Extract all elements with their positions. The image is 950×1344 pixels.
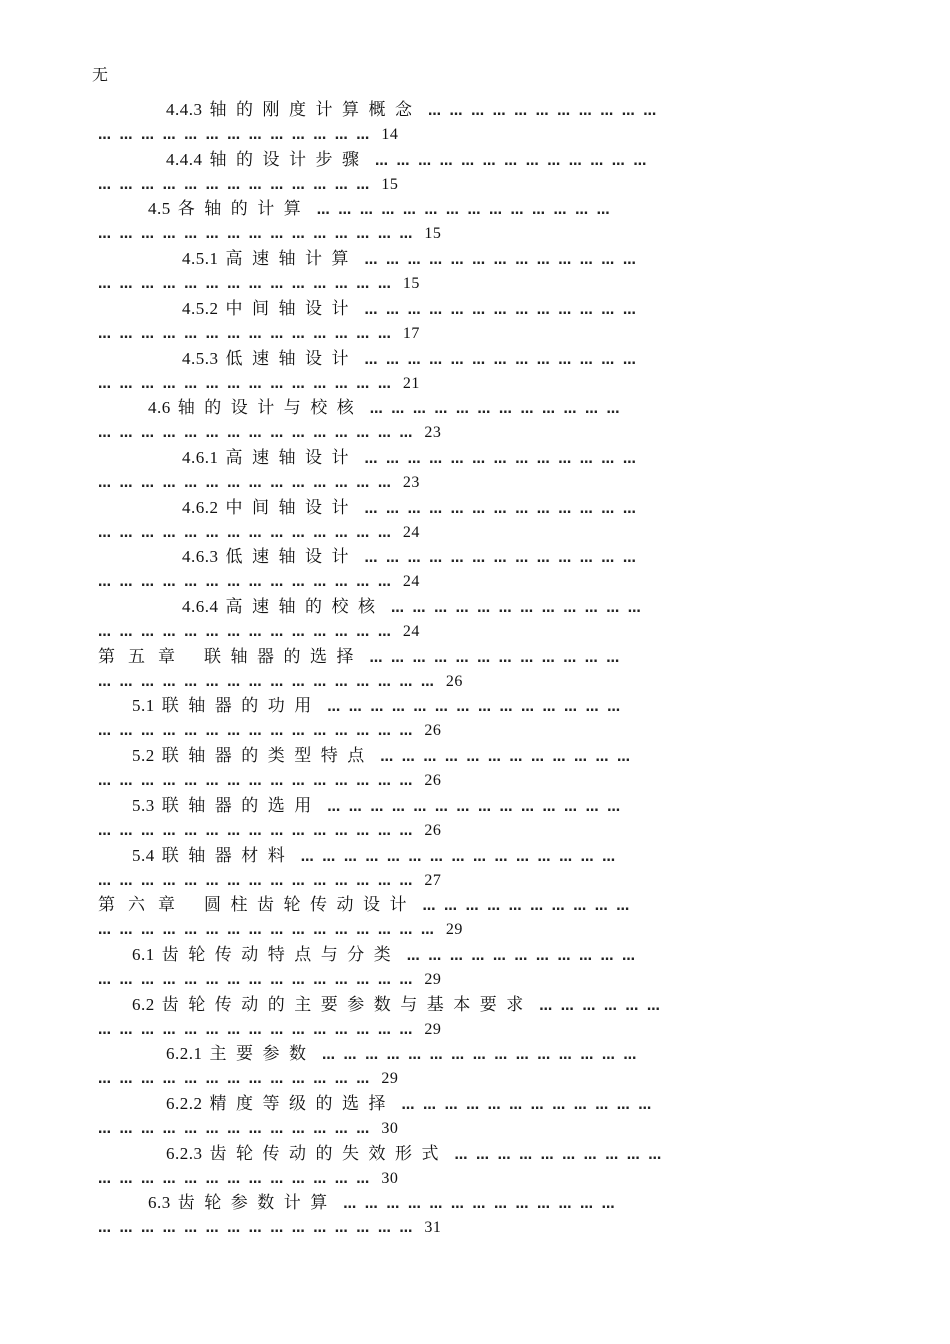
page-header: 无 — [92, 67, 109, 84]
toc-entry[interactable] — [98, 347, 838, 397]
toc-entry[interactable] — [98, 645, 838, 695]
toc-entry-line — [98, 496, 838, 520]
toc-entry-continuation — [98, 1166, 838, 1190]
toc-entry-title: 高速轴的校核 — [225, 597, 385, 616]
toc-entry-number: 4.5.2 — [182, 299, 219, 318]
toc-entry-title: 低速轴设计 — [225, 349, 358, 368]
toc-entry[interactable] — [98, 148, 838, 198]
toc-entry-title: 联轴器的选择 — [204, 647, 363, 666]
toc-page-number: 24 — [402, 524, 420, 541]
toc-leader-dots: … … … … … … … … … … … … … … … — [98, 1221, 415, 1236]
toc-entry-number: 4.5 — [148, 199, 171, 218]
toc-page-number: 26 — [424, 772, 442, 789]
toc-leader-dots: … … … … … … … … … … … … … … … … — [98, 923, 436, 938]
toc-entry[interactable] — [98, 1191, 838, 1241]
toc-leader-dots: … … … … … … … … … … … … … — [98, 1172, 372, 1187]
toc-page-number: 27 — [424, 872, 442, 889]
toc-leader-dots: … … … … … … … … … … … … … — [358, 253, 638, 268]
toc-entry-line — [98, 844, 838, 868]
toc-leader-dots: … … … … … … — [532, 999, 662, 1014]
toc-leader-dots: … … … … … … … … … … … … — [373, 750, 633, 765]
toc-entry-number: 4.6.4 — [182, 597, 219, 616]
toc-page-number: 31 — [424, 1219, 442, 1236]
toc-page-number: 30 — [381, 1120, 399, 1137]
toc-leader-dots: … … … … … … … … … … … … … … — [98, 526, 393, 541]
toc-leader-dots: … … … … … … … … … … … … … — [98, 178, 372, 193]
toc-entry-line — [98, 1092, 838, 1116]
toc-entry-number: 5.2 — [132, 746, 155, 765]
toc-entry-line — [98, 446, 838, 470]
toc-leader-dots: … … … … … … … … … … … … … … … — [98, 1023, 415, 1038]
toc-entry-number: 4.4.4 — [166, 150, 203, 169]
toc-entry-number: 6.3 — [148, 1193, 171, 1212]
toc-entry-title: 圆柱齿轮传动设计 — [204, 895, 416, 914]
toc-entry-title: 各轴的计算 — [177, 199, 311, 218]
toc-entry-continuation — [98, 967, 838, 991]
toc-entry[interactable] — [98, 197, 838, 247]
toc-entry[interactable] — [98, 844, 838, 894]
toc-page-number: 29 — [424, 971, 442, 988]
toc-entry-continuation — [98, 1116, 838, 1140]
toc-entry-title: 中间轴设计 — [225, 299, 358, 318]
toc-leader-dots: … … … … … … … … … … … … … … — [98, 476, 393, 491]
toc-entry-number: 4.5.3 — [182, 349, 219, 368]
toc-entry-continuation — [98, 1066, 838, 1090]
toc-entry-title: 轴的设计步骤 — [209, 150, 369, 169]
toc-entry-number: 5.4 — [132, 846, 155, 865]
toc-entry-title: 齿轮参数计算 — [177, 1193, 337, 1212]
toc-entry-continuation — [98, 1215, 838, 1239]
toc-entry-line — [98, 197, 838, 221]
toc-page-number: 15 — [424, 225, 442, 242]
toc-leader-dots: … … … … … … … … … … … … — [363, 402, 622, 417]
toc-entry-line — [98, 645, 838, 669]
toc-entry-line — [98, 694, 838, 718]
toc-entry-title: 高速轴计算 — [225, 249, 358, 268]
toc-entry[interactable] — [98, 794, 838, 844]
toc-entry-number: 4.6.1 — [182, 448, 219, 467]
toc-entry-number: 5.1 — [132, 696, 155, 715]
toc-entry-number: 4.4.3 — [166, 100, 203, 119]
toc-leader-dots: … … … … … … … … … … … … … — [358, 303, 638, 318]
toc-entry-number: 6.2.2 — [166, 1094, 203, 1113]
toc-leader-dots: … … … … … … … … … … … … … … … — [98, 227, 415, 242]
toc-leader-dots: … … … … … … … … … … — [416, 899, 632, 914]
toc-entry-number: 4.6 — [148, 398, 171, 417]
toc-leader-dots: … … … … … … … … … … … … … — [336, 1197, 617, 1212]
toc-page-number: 29 — [445, 921, 463, 938]
toc-entry-title: 低速轴设计 — [225, 547, 358, 566]
toc-entry-title: 齿轮传动的失效形式 — [209, 1144, 448, 1163]
toc-entry-line — [98, 1042, 838, 1066]
toc-entry-title: 主要参数 — [209, 1044, 316, 1063]
toc-entry-number: 第六章 — [98, 895, 188, 914]
toc-entry[interactable] — [98, 1142, 838, 1192]
toc-entry[interactable] — [98, 694, 838, 744]
toc-page-number: 29 — [424, 1021, 442, 1038]
toc-entry-line — [98, 247, 838, 271]
toc-leader-dots: … … … … … … … … … … … … … — [358, 452, 638, 467]
toc-page-number: 24 — [402, 573, 420, 590]
toc-entry-continuation — [98, 122, 838, 146]
toc-leader-dots: … … … … … … … … … … … … … … — [320, 700, 623, 715]
toc-leader-dots: … … … … … … … … … … … … … — [98, 128, 372, 143]
toc-page-number: 30 — [381, 1170, 399, 1187]
toc-leader-dots: … … … … … … … … … … … … … … … — [98, 426, 415, 441]
toc-entry-title: 联轴器的类型特点 — [161, 746, 374, 765]
toc-entry-title: 轴的设计与校核 — [177, 398, 364, 417]
toc-entry-line — [98, 148, 838, 172]
toc-leader-dots: … … … … … … … … … … … … … … — [310, 203, 612, 218]
toc-entry[interactable] — [98, 396, 838, 446]
toc-entry-continuation — [98, 221, 838, 245]
toc-entry-title: 联轴器的选用 — [161, 796, 321, 815]
toc-entry-number: 4.5.1 — [182, 249, 219, 268]
toc-page-number: 23 — [402, 474, 420, 491]
toc-entry[interactable] — [98, 496, 838, 546]
toc-leader-dots: … … … … … … … … … … … … … … … — [98, 774, 415, 789]
toc-entry[interactable] — [98, 893, 838, 943]
toc-leader-dots: … … … … … … … … … … … … — [384, 601, 643, 616]
toc-entry-number: 第五章 — [98, 647, 188, 666]
toc-entry-line — [98, 1191, 838, 1215]
toc-leader-dots: … … … … … … … … … … … … … — [98, 1072, 372, 1087]
toc-entry-continuation — [98, 917, 838, 941]
toc-entry-continuation — [98, 420, 838, 444]
toc-entry-line — [98, 794, 838, 818]
toc-entry-line — [98, 595, 838, 619]
toc-entry-line — [98, 893, 838, 917]
toc-entry-continuation — [98, 868, 838, 892]
toc-page-number: 21 — [402, 375, 420, 392]
toc-entry-line — [98, 297, 838, 321]
toc-entry-number: 5.3 — [132, 796, 155, 815]
toc-entry[interactable] — [98, 993, 838, 1043]
toc-leader-dots: … … … … … … … … … … … … … … — [98, 575, 393, 590]
toc-entry[interactable] — [98, 446, 838, 496]
toc-entry-number: 6.2 — [132, 995, 155, 1014]
toc-leader-dots: … … … … … … … … … … … … … … — [98, 377, 393, 392]
toc-leader-dots: … … … … … … … … … … … … … … … … — [98, 675, 436, 690]
toc-entry-line — [98, 347, 838, 371]
toc-page-number: 29 — [381, 1070, 399, 1087]
toc-entry[interactable] — [98, 595, 838, 645]
toc-leader-dots: … … … … … … … … … … … … … … … — [315, 1048, 639, 1063]
toc-leader-dots: … … … … … … … … … … — [448, 1148, 664, 1163]
toc-leader-dots: … … … … … … … … … … … … … … … — [98, 874, 415, 889]
toc-leader-dots: … … … … … … … … … … … … — [395, 1098, 654, 1113]
toc-entry[interactable] — [98, 98, 838, 148]
toc-entry-number: 4.6.3 — [182, 547, 219, 566]
toc-page-number: 26 — [424, 822, 442, 839]
toc-page-number: 23 — [424, 424, 442, 441]
toc-entry-continuation — [98, 172, 838, 196]
toc-entry-continuation — [98, 470, 838, 494]
toc-entry-title: 中间轴设计 — [225, 498, 358, 517]
toc-entry[interactable] — [98, 1042, 838, 1092]
toc-entry-line — [98, 1142, 838, 1166]
toc-entry-line — [98, 744, 838, 768]
toc-leader-dots: … … … … … … … … … … … … … … — [98, 625, 393, 640]
toc-page-number: 15 — [381, 176, 399, 193]
toc-entry-line — [98, 396, 838, 420]
toc-entry-title: 齿轮传动特点与分类 — [161, 945, 401, 964]
toc-entry-title: 齿轮传动的主要参数与基本要求 — [161, 995, 533, 1014]
toc-entry-continuation — [98, 768, 838, 792]
toc-leader-dots: … … … … … … … … … … … … … — [358, 353, 638, 368]
toc-page-number: 26 — [445, 673, 463, 690]
toc-entry-number: 6.2.3 — [166, 1144, 203, 1163]
toc-leader-dots: … … … … … … … … … … … … … … … — [98, 724, 415, 739]
toc-entry-line — [98, 943, 838, 967]
toc-entry[interactable] — [98, 744, 838, 794]
toc-entry-number: 6.2.1 — [166, 1044, 203, 1063]
toc-entry-continuation — [98, 371, 838, 395]
toc-entry-title: 联轴器材料 — [161, 846, 295, 865]
toc-leader-dots: … … … … … … … … … … … … … … … — [98, 973, 415, 988]
toc-entry-title: 精度等级的选择 — [209, 1094, 395, 1113]
toc-leader-dots: … … … … … … … … … … … … — [363, 651, 622, 666]
toc-entry-line — [98, 98, 838, 122]
toc-entry-number: 6.1 — [132, 945, 155, 964]
toc-leader-dots: … … … … … … … … … … … … … … … — [98, 824, 415, 839]
toc-entry[interactable] — [98, 545, 838, 595]
toc-entry-continuation — [98, 619, 838, 643]
toc-entry[interactable] — [98, 297, 838, 347]
toc-leader-dots: … … … … … … … … … … … … … — [98, 1122, 372, 1137]
toc-entry-title: 联轴器的功用 — [161, 696, 321, 715]
toc-leader-dots: … … … … … … … … … … … … … … — [98, 277, 393, 292]
toc-entry-continuation — [98, 718, 838, 742]
toc-leader-dots: … … … … … … … … … … … … … … … — [294, 850, 618, 865]
toc-entry-title: 高速轴设计 — [225, 448, 358, 467]
toc-entry-continuation — [98, 669, 838, 693]
toc-entry-continuation — [98, 1017, 838, 1041]
toc-page-number: 26 — [424, 722, 442, 739]
toc-entry-continuation — [98, 569, 838, 593]
toc-entry-continuation — [98, 818, 838, 842]
toc-entry-continuation — [98, 321, 838, 345]
toc-entry-number: 4.6.2 — [182, 498, 219, 517]
toc-entry[interactable] — [98, 1092, 838, 1142]
toc-leader-dots: … … … … … … … … … … … — [421, 104, 659, 119]
toc-entry-line — [98, 993, 838, 1017]
toc-page-number: 15 — [402, 275, 420, 292]
toc-entry[interactable] — [98, 943, 838, 993]
toc-page-number: 24 — [402, 623, 420, 640]
toc-leader-dots: … … … … … … … … … … … … … — [358, 551, 638, 566]
toc-leader-dots: … … … … … … … … … … … … … … — [320, 800, 623, 815]
toc-page-number: 14 — [381, 126, 399, 143]
toc-leader-dots: … … … … … … … … … … … … … — [368, 154, 649, 169]
toc-page-number: 17 — [402, 325, 420, 342]
toc-entry-line — [98, 545, 838, 569]
toc-entry[interactable] — [98, 247, 838, 297]
toc-entry-continuation — [98, 520, 838, 544]
toc-leader-dots: … … … … … … … … … … … — [400, 949, 638, 964]
toc-entry-title: 轴的刚度计算概念 — [209, 100, 422, 119]
toc-leader-dots: … … … … … … … … … … … … … — [358, 502, 638, 517]
toc-leader-dots: … … … … … … … … … … … … … … — [98, 327, 393, 342]
toc-entry-continuation — [98, 271, 838, 295]
